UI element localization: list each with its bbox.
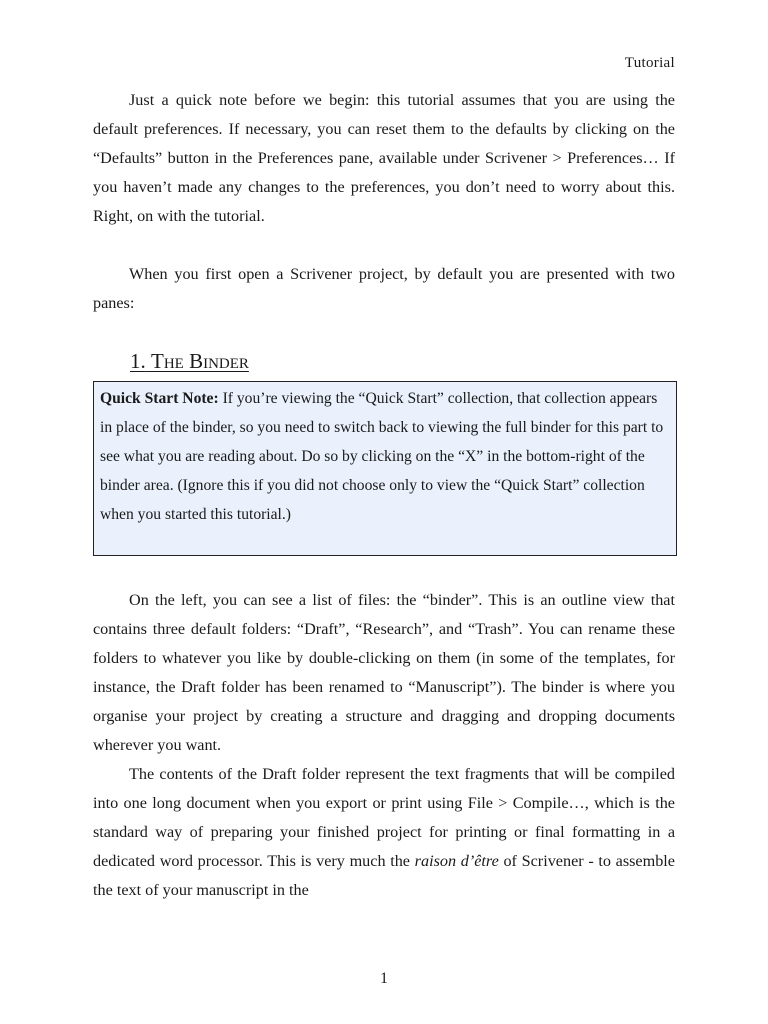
body-paragraph-4 — [93, 760, 675, 905]
note-label: Quick Start Note: — [100, 390, 219, 407]
running-header: Tutorial — [624, 55, 675, 71]
body-paragraph-block — [93, 586, 675, 905]
body-paragraph-3: On the left, you can see a list of files: the “binder”. This is an outline view that contains three default folders: “Draft”, “Research”, and “Trash”. You can rename these folders to whatever you like by double-clicking on them (in some of the templates, for instance, the Draft folder has been renamed to “Manuscript”). The binder is where you organise your project by creating a structure and dragging and dropping documents wherever you want. — [93, 591, 675, 754]
note-text: If you’re viewing the “Quick Start” collection, that collection appears in place of the binder, so you need to switch back to viewing the full binder for this part to see what you are reading about. Do so by clicking on the “X” in the bottom-right of the binder area. (Ignore this if you did not choose only to view the “Quick Start” collection when you started this tutorial.) — [100, 390, 664, 523]
intro-paragraph-2: When you first open a Scrivener project, by default you are presented with two panes: — [93, 265, 675, 312]
section-title: The Binder — [151, 349, 249, 373]
intro-paragraph-block — [93, 86, 675, 231]
body-paragraph-4-end: of Scrivener - to assemble the text of your manuscript in the — [93, 852, 675, 899]
intro-paragraph-block-2 — [93, 260, 675, 318]
body-paragraph-4-start: The contents of the Draft folder represent the text fragments that will be compiled into one long document when you export or print using File > Compile…, which is the standard way of preparing your finished project for printing or final formatting in a dedicated word processor. This is very much the — [93, 765, 675, 870]
quick-start-note-box — [93, 381, 677, 556]
section-heading — [130, 349, 249, 374]
intro-paragraph-1: Just a quick note before we begin: this tutorial assumes that you are using the default preferences. If necessary, you can reset them to the defaults by clicking on the “Defaults” button in the Preferences pane, available under Scrivener > Preferences… If you haven’t made any changes to the preferences, you don’t need to worry about this. Right, on with the tutorial. — [93, 91, 675, 225]
section-number: 1. — [130, 349, 146, 373]
page-number: 1 — [380, 970, 388, 987]
body-paragraph-4-italic: raison d’être — [414, 852, 499, 870]
